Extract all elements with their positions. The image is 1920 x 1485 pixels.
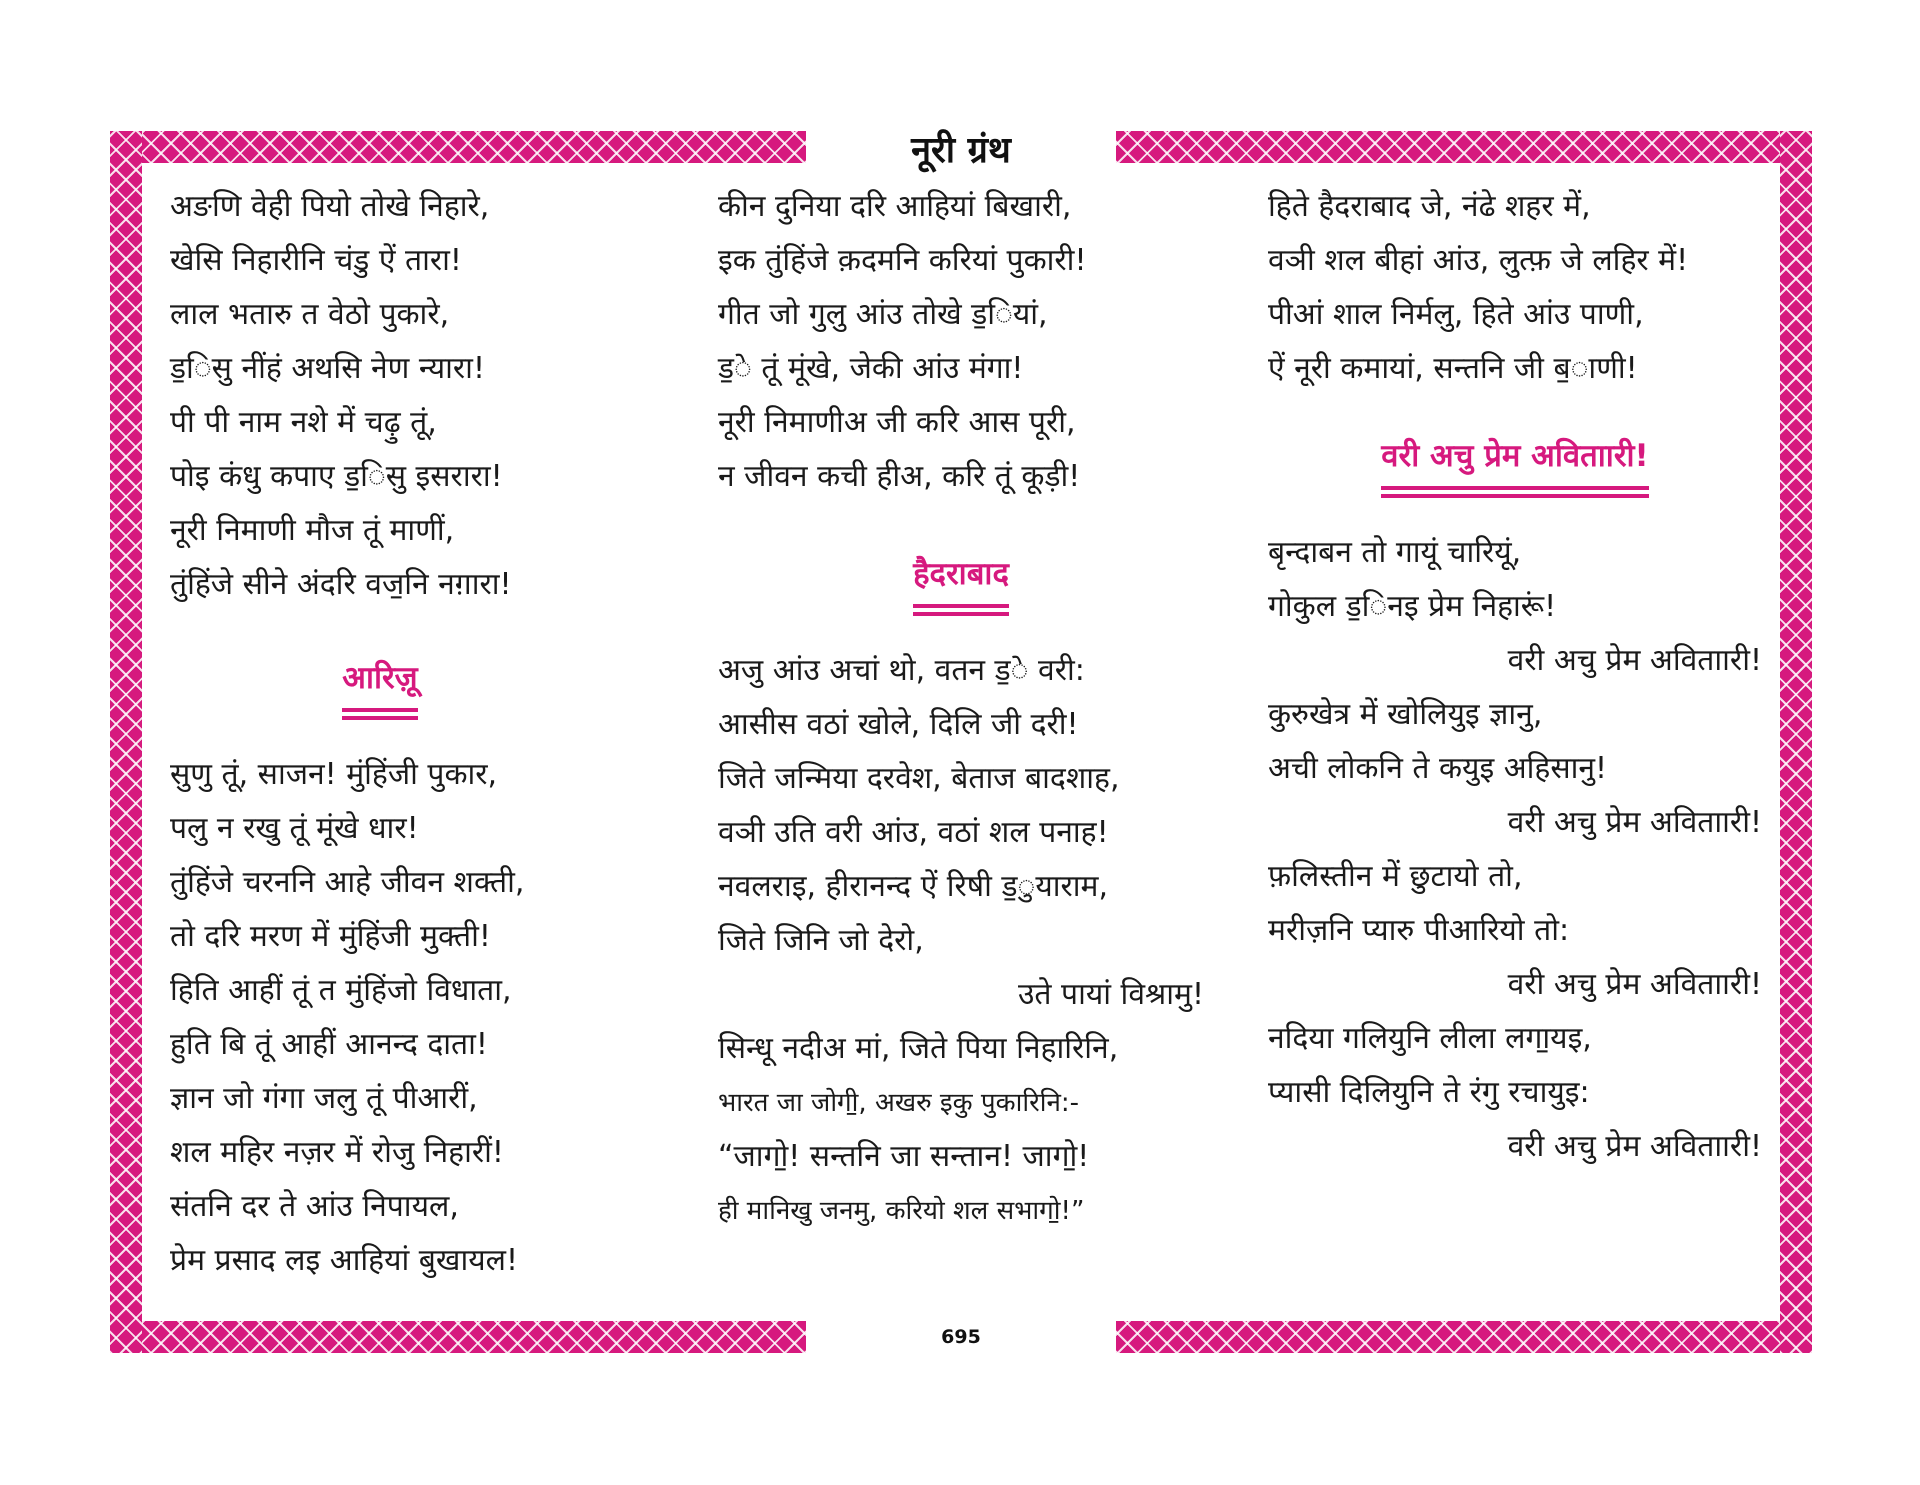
refrain-line: वरी अचु प्रेम अविताारी! (1507, 805, 1762, 840)
verse-line: हुति बि तूं आहीं आनन्द दाता! (170, 1027, 488, 1062)
refrain-line: वरी अचु प्रेम अविताारी! (1507, 1129, 1762, 1164)
decorative-border-bottom-right (1116, 1321, 1812, 1353)
verse-line: अजु आंउ अचां थो, वतन ड॒े वरी: (718, 653, 1085, 688)
section-heading: हैदराबाद (913, 552, 1009, 608)
verse-line: तुंहिंजे चरननि आहे जीवन शक्ती, (170, 865, 525, 900)
decorative-border-left (110, 131, 142, 1353)
poem-continued (1268, 180, 1762, 396)
section-heading: आरिज़ू (342, 656, 417, 712)
verse-line: न जीवन कची हीअ, करि तूं कूड़ी! (718, 459, 1081, 494)
decorative-border-right (1780, 131, 1812, 1353)
verse-line: मरीज़नि प्यारु पीआरियो तो: (1268, 913, 1570, 948)
verse-line: पीआं शाल निर्मलु, हिते आंउ पाणी, (1268, 297, 1644, 332)
verse-line: संतनि दर ते आंउ निपायल, (170, 1189, 459, 1224)
verse-line: तो दरि मरण में मुंहिंजी मुक्ती! (170, 919, 491, 954)
poem-section (1268, 526, 1762, 1174)
verse-line: लाल भतारु त वेठो पुकारे, (170, 297, 450, 332)
verse-line: ऐं नूरी कमायां, सन्तनि जी ब॒ाणी! (1268, 351, 1638, 386)
verse-line: हिते हैदराबाद जे, नंढे शहर में, (1268, 189, 1591, 224)
verse-line: उते पायां विश्रामु! (1017, 977, 1204, 1012)
verse-line: शल महिर नज़र में रोजु निहारीं! (170, 1135, 504, 1170)
verse-line: नदिया गलियुनि लीला लगा॒यइ, (1268, 1021, 1592, 1056)
verse-line: पोइ कंधु कपाए ड॒िसु इसरारा! (170, 459, 503, 494)
page-header-title: नूरी ग्रंथ (911, 130, 1011, 171)
verse-line: पी पी नाम नशे में चढ़ु तूं, (170, 405, 437, 440)
verse-line: अङणि वेही पियो तोखे निहारे, (170, 189, 490, 224)
verse-line: जिते जिनि जो देरो, (718, 923, 924, 958)
refrain-line: वरी अचु प्रेम अविताारी! (1507, 643, 1762, 678)
verse-line: कुरुखेत्र में खोलियुइ ज्ञानु, (1268, 697, 1543, 732)
section-heading: वरी अचु प्रेम अविताारी! (1381, 434, 1648, 490)
verse-line: नूरी निमाणीअ जी करि आस पूरी, (718, 405, 1076, 440)
verse-line: फ़लिस्तीन में छुटायो तो, (1268, 859, 1523, 894)
decorative-border-top-right (1116, 131, 1812, 163)
verse-line: प्रेम प्रसाद लइ आहियां बुखायल! (170, 1243, 519, 1278)
verse-line: अची लोकनि ते कयुइ अहिसानु! (1268, 751, 1608, 786)
poem-section (170, 748, 590, 1288)
verse-line: कीन दुनिया दरि आहियां बिखारी, (718, 189, 1072, 224)
text-column-2 (718, 180, 1204, 1238)
verse-line: हिति आहीं तूं त मुंहिंजो विधाता, (170, 973, 512, 1008)
verse-line: गोकुल ड॒िनइ प्रेम निहारूं! (1268, 589, 1557, 624)
poem-continued (170, 180, 590, 612)
poem-continued (718, 180, 1204, 504)
verse-line: प्यासी दिलियुनि ते रंगु रचायुइ: (1268, 1075, 1590, 1110)
verse-line: ड॒े तूं मूंखे, जेकी आंउ मंगा! (718, 351, 1024, 386)
verse-line: बृन्दाबन तो गायूं चारियूं, (1268, 535, 1522, 570)
verse-line: पलु न रखु तूं मूंखे धार! (170, 811, 419, 846)
verse-line: वञी शल बीहां आंउ, लुत्फ़ जे लहिर में! (1268, 243, 1689, 278)
verse-line: सिन्धू नदीअ मां, जिते पिया निहारिनि, (718, 1031, 1119, 1066)
verse-line: “जागो॒! सन्तनि जा सन्तान! जागो॒! (718, 1139, 1090, 1174)
verse-line: नूरी निमाणी मौज तूं माणीं, (170, 513, 455, 548)
verse-line: भारत जा जोगी॒, अखरु इकु पुकारिनि:- (718, 1088, 1080, 1118)
page-number: 695 (941, 1326, 981, 1348)
verse-line: ड॒िसु नींहं अथसि नेण न्यारा! (170, 351, 485, 386)
verse-line: जिते जन्मिया दरवेश, बेताज बादशाह, (718, 761, 1120, 796)
verse-line: वञी उति वरी आंउ, वठां शल पनाह! (718, 815, 1109, 850)
verse-line: नवलराइ, हीरानन्द ऐं रिषी ड॒ुयाराम, (718, 869, 1109, 904)
verse-line: इक तुंहिंजे क़दमनि करियां पुकारी! (718, 243, 1087, 278)
verse-line: ज्ञान जो गंगा जलु तूं पीआरीं, (170, 1081, 478, 1116)
poem-section (718, 644, 1204, 1238)
text-column-3 (1268, 180, 1762, 1174)
decorative-border-top-left (110, 131, 806, 163)
decorative-border-bottom-left (110, 1321, 806, 1353)
refrain-line: वरी अचु प्रेम अविताारी! (1507, 967, 1762, 1002)
verse-line: तुंहिंजे सीने अंदरि वज॒नि नग़ारा! (170, 567, 512, 602)
verse-line: सुणु तूं, साजन! मुंहिंजी पुकार, (170, 757, 498, 792)
text-column-1 (170, 180, 590, 1288)
verse-line: गीत जो गुलु आंउ तोखे ड॒ियां, (718, 297, 1048, 332)
verse-line: आसीस वठां खोले, दिलि जी दरी! (718, 707, 1079, 742)
verse-line: ही मानिखु जनमु, करियो शल सभागो॒!” (718, 1196, 1085, 1226)
verse-line: खेसि निहारीनि चंडु ऐं तारा! (170, 243, 462, 278)
